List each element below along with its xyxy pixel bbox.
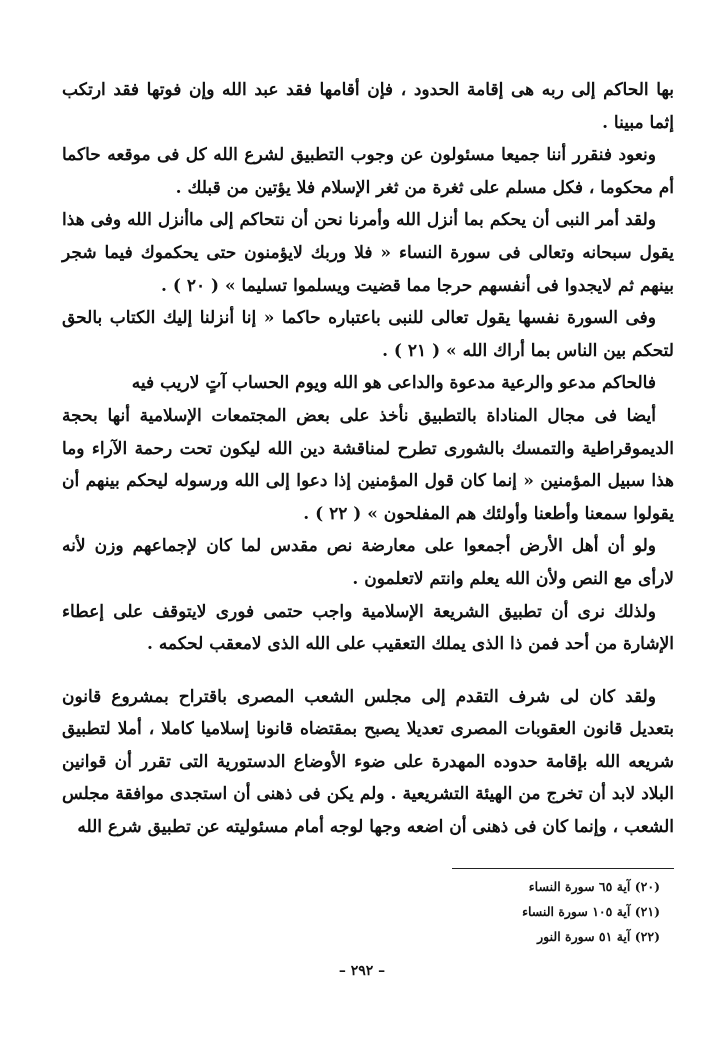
paragraph-3: ولقد أمر النبى أن يحكم بما أنزل الله وأمرنا نحن أن نتحاكم إلى ماأنزل الله وفى هذا يقول سبحانه وتعالى فى سورة النساء « فلا وربك لايؤمنون حتى يحكموك فيما شجر بينهم ثم لايجدوا فى أنفسهم حرجا مما قضيت ويسلموا تسليما » ( ٢٠ ) . bbox=[62, 210, 674, 296]
paragraph-4: وفى السورة نفسها يقول تعالى للنبى باعتباره حاكما « إنا أنزلنا إليك الكتاب بالحق لتحكم بين الناس بما أراك الله » ( ٢١ ) . bbox=[62, 308, 674, 361]
paragraph-2: ونعود فنقرر أننا جميعا مسئولون عن وجوب التطبيق لشرع الله كل فى موقعه حاكما أم محكوما ، فكل مسلم على ثغرة من ثغر الإسلام فلا يؤتين من قبلك . bbox=[62, 145, 674, 198]
footnote-divider bbox=[452, 868, 674, 869]
footnote-20: (٢٠) آية ٦٥ سورة النساء bbox=[528, 879, 660, 894]
footnote-21: (٢١) آية ١٠٥ سورة النساء bbox=[522, 904, 660, 919]
body-text bbox=[62, 74, 674, 844]
paragraph-5: فالحاكم مدعو والرعية مدعوة والداعى هو الله ويوم الحساب آتٍ لاريب فيه bbox=[131, 373, 656, 394]
paragraph-1: بها الحاكم إلى ربه هى إقامة الحدود ، فإن أقامها فقد عبد الله وإن فوتها فقد ارتكب إثما مبينا . bbox=[62, 80, 674, 133]
paragraph-6: أيضا فى مجال المناداة بالتطبيق نأخذ على بعض المجتمعات الإسلامية أنها بحجة الديموقراطية والتمسك بالشورى تطرح لمناقشة دين الله ليكون تحت رحمة الآراء وما هذا سبيل المؤمنين « إنما كان قول المؤمنين إذا دعوا إلى الله ورسوله ليحكم بينهم أن يقولوا سمعنا وأطعنا وأولئك هم المفلحون » ( ٢٢ ) . bbox=[62, 405, 674, 524]
paragraph-7: ولو أن أهل الأرض أجمعوا على معارضة نص مقدس لما كان لإجماعهم وزن لأنه لارأى مع النص ولأن الله يعلم وانتم لاتعلمون . bbox=[62, 536, 674, 589]
footnote-22: (٢٢) آية ٥١ سورة النور bbox=[537, 929, 660, 944]
paragraph-9: ولقد كان لى شرف التقدم إلى مجلس الشعب المصرى باقتراح بمشروع قانون بتعديل قانون العقوبات المصرى تعديلا يصبح بمقتضاه قانونا إسلاميا كاملا ، أملا لتطبيق شريعه الله بإقامة حدوده المهدرة على ضوء الأوضاع الدستورية التى تقرر أن قوانين البلاد لابد أن تخرج من الهيئة التشريعية . ولم يكن فى ذهنى أن استجدى موافقة مجلس الشعب ، وإنما كان فى ذهنى أن اضعه وجها لوجه أمام مسئوليته عن تطبيق شرع الله bbox=[62, 686, 674, 838]
paragraph-8: ولذلك نرى أن تطبيق الشريعة الإسلامية واجب حتمى فورى لايتوقف على إعطاء الإشارة من أحد فمن ذا الذى يملك التعقيب على الله الذى لامعقب لحكمه . bbox=[62, 601, 674, 655]
page-number: – ٢٩٢ – bbox=[338, 963, 386, 979]
footnotes bbox=[430, 874, 660, 949]
